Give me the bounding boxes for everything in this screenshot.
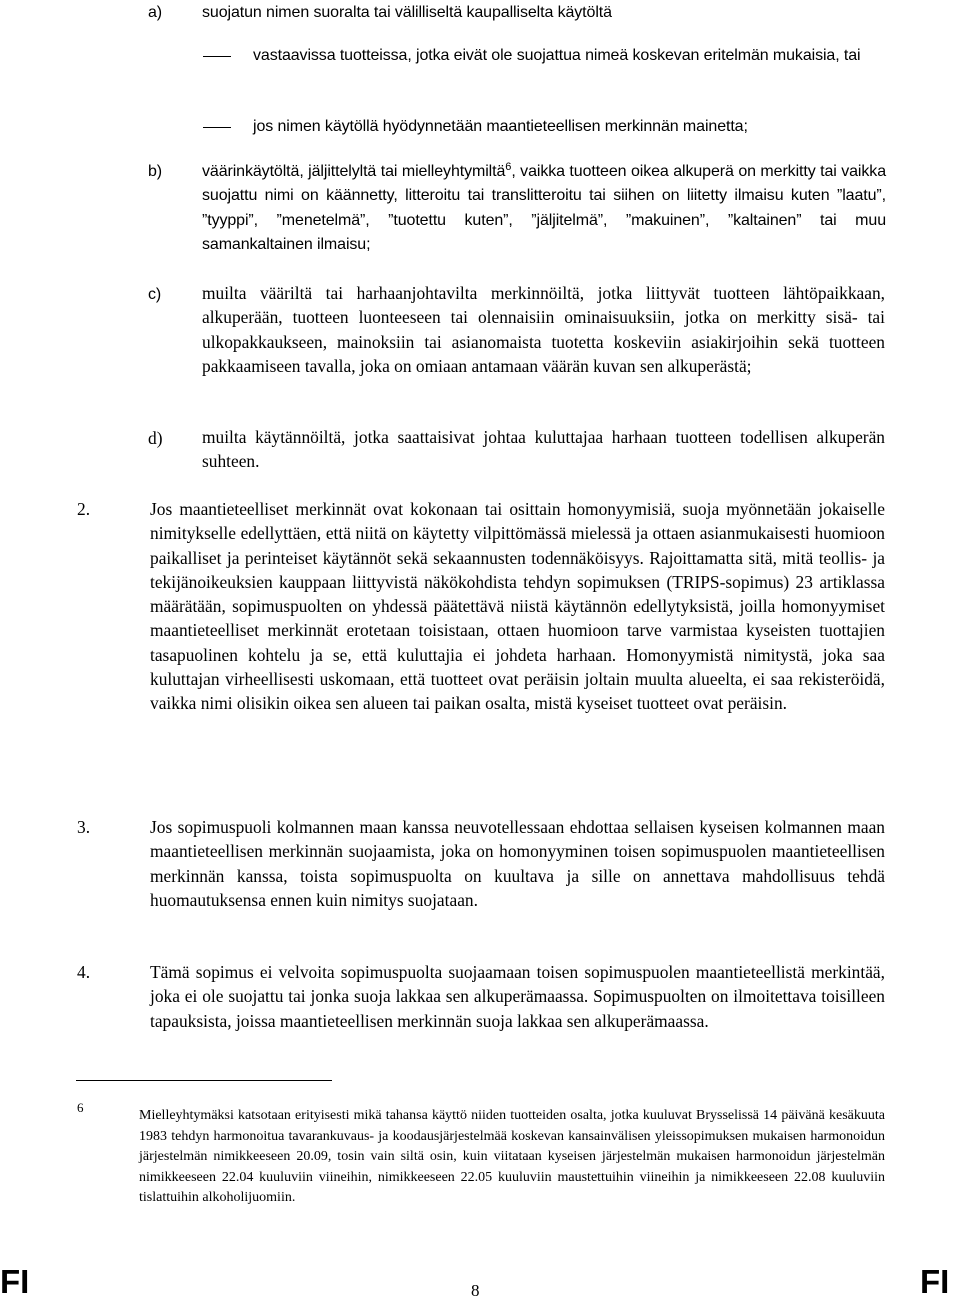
paragraph-2-text: Jos maantieteelliset merkinnät ovat kokonaan tai osittain homonyymisiä, suoja myönnetään jokaiselle nimitykselle edellyttäen, että niitä on käytetty vilpittömässä mielessä ja ottaen asianmukaisesti huomioon paikalliset ja perinteiset käytännöt sekä sekaannusten todennäköisyys. Rajoittamatta sitä, mitä teollis- ja tekijänoikeuksien kauppaan liittyvistä näkökohdista tehdyn sopimuksen (TRIPS-sopimus) 23 artiklassa määrätään, sopimuspuolten on yhdessä päätettävä niistä käytännön edellytyksistä, joilla homonyymiset maantieteelliset merkinnät erotetaan toisistaan, ottaen huomioon tarve varmistaa kyseisten tuottajien tasapuolinen kohtelu ja se, että kuluttajia ei johdeta harhaan. Homonyymistä nimitystä, joka saa kuluttajan virheellisesti uskomaan, että tuotteet ovat peräisin joltain muulta alueelta, ei saa rekisteröidä, vaikka nimi olisikin oikea sen alueen tai paikan osalta, mistä kyseiset tuotteet ovat peräisin. (150, 499, 885, 714)
paragraph-2-number: 2. (77, 499, 91, 519)
item-b-text-after: , vaikka tuotteen oikea alkuperä on merkitty tai vaikka suojattu nimi on käännetty, litteroitu tai translitteroitu tai siihen on liitetty ilmaisu kuten ”laatu”, ”tyyppi”, ”menetelmä”, ”tuotettu kuten”, ”jäljitelmä”, ”makuinen”, ”kaltainen” tai muu samankaltainen ilmaisu; (202, 163, 886, 254)
item-c-text: muilta vääriltä tai harhaanjohtavilta merkinnöiltä, jotka liittyvät tuotteen lähtöpaikkaan, alkuperään, tuotteen luonteeseen tai olennaisiin ominaisuuksiin, jotka on merkitty sisä- tai ulkopakkaukseen, mainoksiin tai asianomaista tuotetta koskeviin asiakirjoihin sekä tuotteen pakkaamiseen tavalla, joka on omiaan antamaan väärän kuvan sen alkuperästä; (202, 283, 885, 376)
footnote-separator (76, 1080, 332, 1081)
item-c-label: c) (148, 286, 162, 303)
paragraph-3-text: Jos sopimuspuoli kolmannen maan kanssa neuvotellessaan ehdottaa sellaisen kyseisen kolmannen maan maantieteellisen merkinnän suojaamista, joka on homonyyminen toisen sopimuspuolen maantieteellisen merkinnän kanssa, toista sopimuspuolta on kuultava ja sille on annettava mahdollisuus tehdä huomautuksensa ennen kuin nimitys suojataan. (150, 817, 885, 910)
dash-marker (203, 127, 231, 128)
item-b-label: b) (148, 163, 163, 180)
item-a-label: a) (148, 4, 163, 21)
item-a-dash1-text: vastaavissa tuotteissa, jotka eivät ole suojattua nimeä koskevan eritelmän mukaisia, tai (253, 47, 861, 64)
footnote-text: Mielleyhtymäksi katsotaan erityisesti mikä tahansa käyttö niiden tuotteiden osalta, jotka kuuluvat Brysselissä 14 päivänä kesäkuuta 1983 tehdyn harmonoitua tavarankuvaus- ja koodausjärjestelmää koskevan kansainvälisen yleissopimuksen mukaisen harmonoidun järjestelmän nimikkeeseen 20.09, tosin vain siltä osin, kuin viitataan kyseisen järjestelmän mukaisen harmonoidun järjestelmän nimikkeeseen 22.04 kuuluviin viineihin, nimikkeeseen 22.05 kuuluviin maustettuihin viineihin ja nimikkeeseen 22.08 kuuluviin tislattuihin alkoholijuomiin. (139, 1108, 885, 1205)
item-d-label: d) (148, 428, 163, 448)
paragraph-4-text: Tämä sopimus ei velvoita sopimuspuolta suojaamaan toisen sopimuspuolen maantieteellistä merkintää, joka ei ole suojattu tai jonka suoja lakkaa sen alkuperämaassa. Sopimuspuolten on ilmoitettava toisilleen tapauksista, joissa maantieteellisen merkinnän suoja lakkaa sen alkuperämaassa. (150, 962, 885, 1031)
footnote-mark: 6 (77, 1100, 84, 1115)
footer-language-code-right: FI (920, 1263, 950, 1300)
item-a-text: suojatun nimen suoralta tai välilliseltä kaupalliselta käytöltä (202, 4, 612, 21)
item-b-text-before: väärinkäytöltä, jäljittelyltä tai mielleyhtymiltä (202, 163, 506, 180)
paragraph-4-number: 4. (77, 962, 91, 982)
footnote-ref: 6 (505, 161, 512, 173)
item-a-dash2-text: jos nimen käytöllä hyödynnetään maantieteellisen merkinnän mainetta; (253, 118, 748, 135)
page-number: 8 (471, 1281, 480, 1300)
paragraph-3-number: 3. (77, 817, 91, 837)
item-d-text: muilta käytännöiltä, jotka saattaisivat johtaa kuluttajaa harhaan tuotteen todellisen alkuperän suhteen. (202, 427, 885, 472)
footer-language-code-left: FI (0, 1263, 30, 1300)
dash-marker (203, 56, 231, 57)
item-b-text (202, 160, 886, 258)
